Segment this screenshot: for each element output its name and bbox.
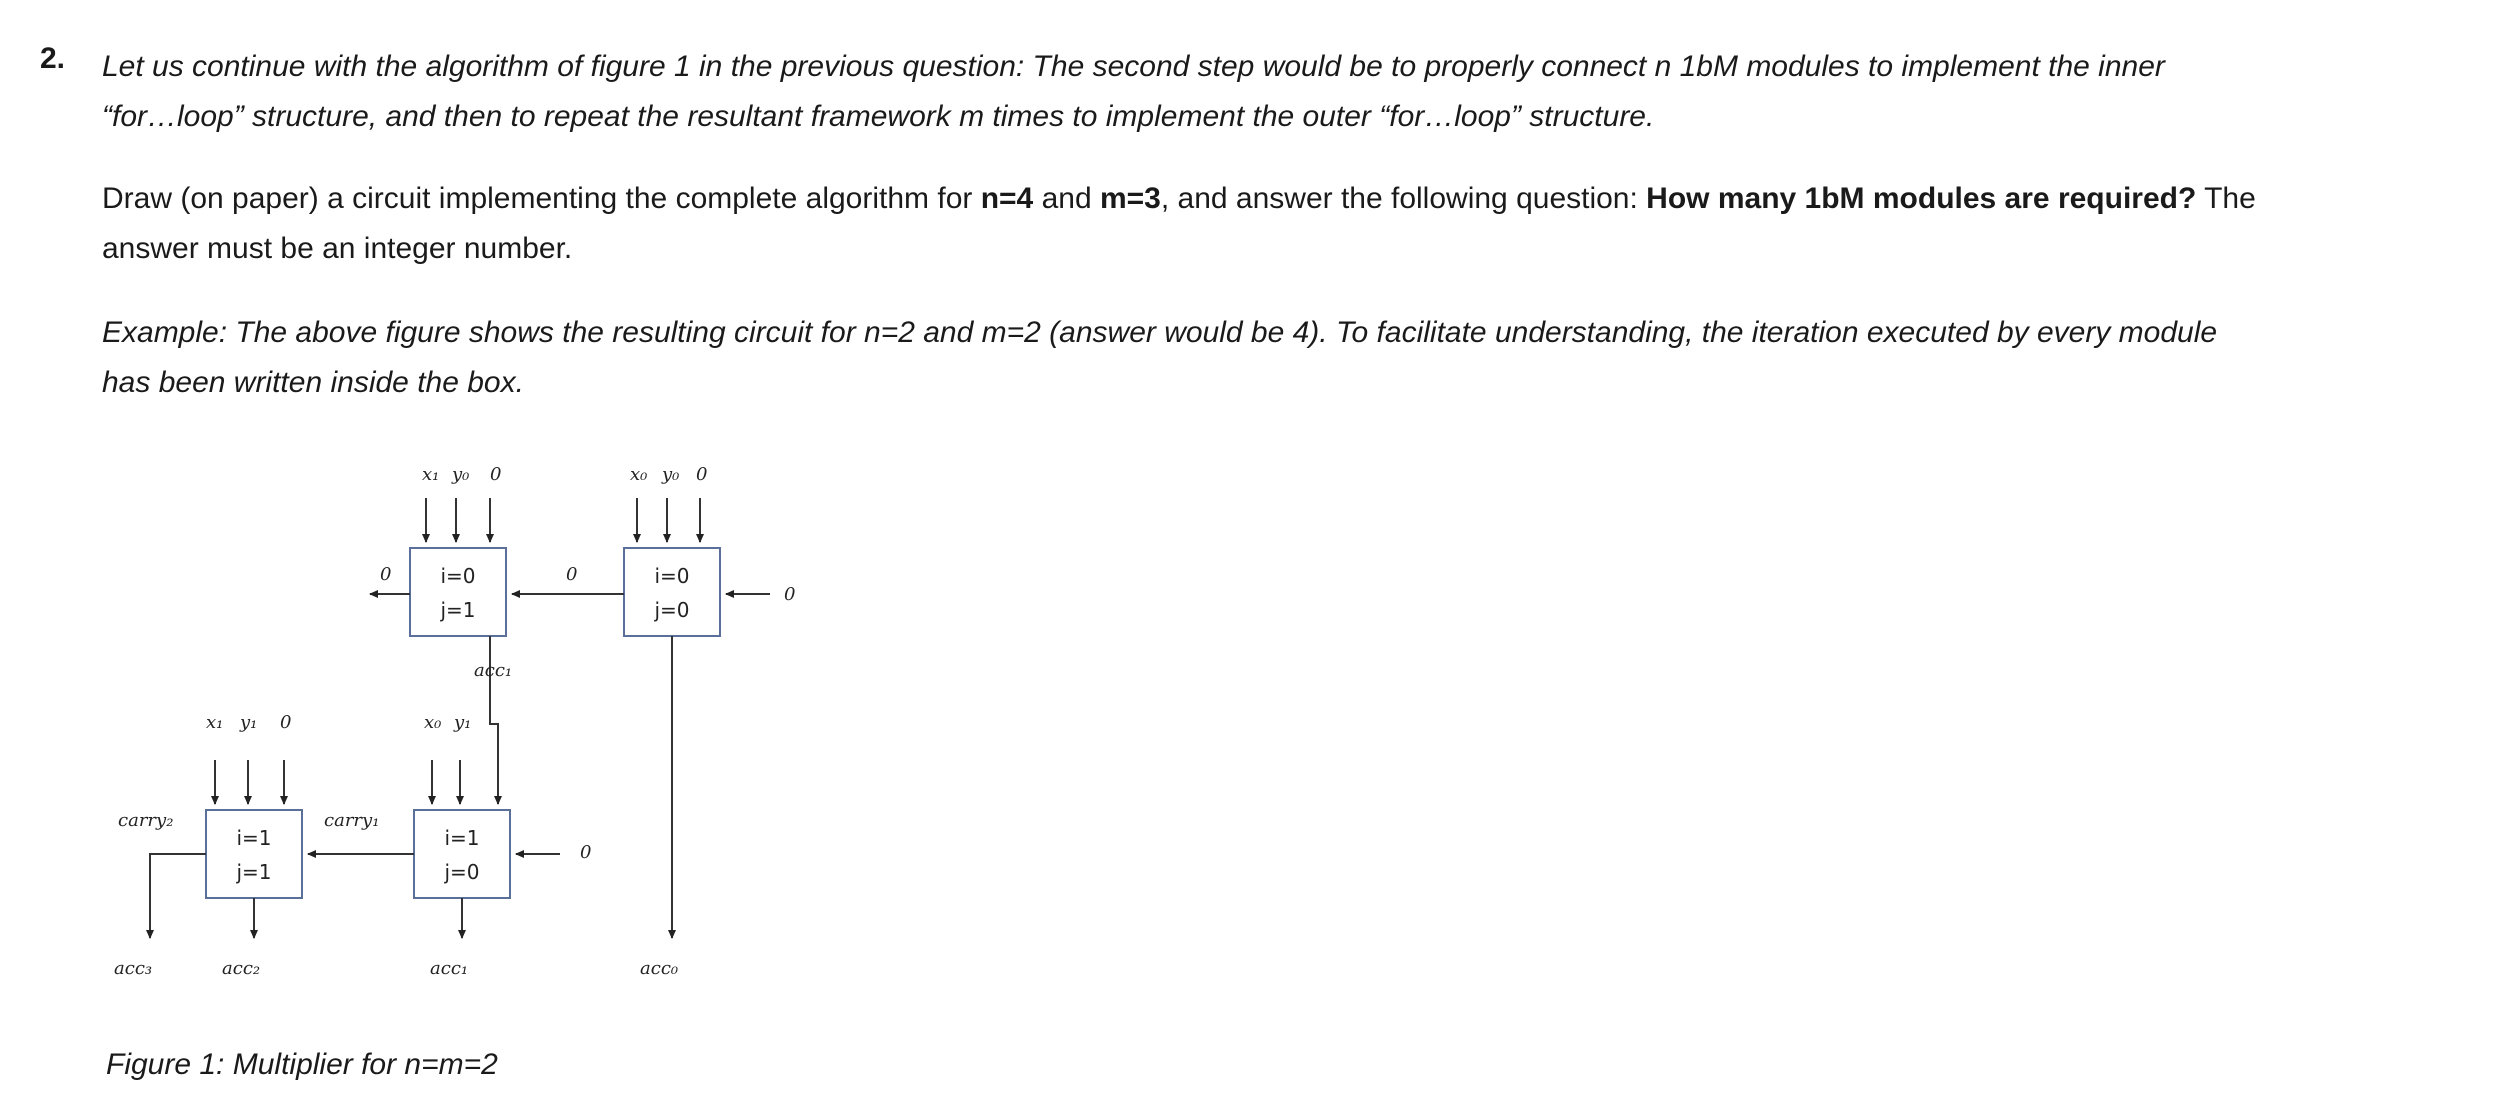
module-box-4 xyxy=(414,810,510,898)
zero-label: 0 xyxy=(784,584,796,605)
zero-label: 0 xyxy=(380,564,392,585)
acc-output-label: acc₀ xyxy=(640,958,679,979)
task-text-3: , and answer the following question: xyxy=(1160,182,1647,215)
input-label: x₀ xyxy=(630,464,648,485)
task-line-2: answer must be an integer number. xyxy=(102,232,573,265)
example-line-1: Example: The above figure shows the resulting circuit for n=2 and m=2 (answer would be 4). To facilitate understanding, the iteration executed by every module xyxy=(102,316,2218,349)
acc-output-label: acc₃ xyxy=(114,958,153,979)
module-box-3 xyxy=(206,810,302,898)
input-label: 0 xyxy=(280,712,292,733)
acc-output-label: acc₂ xyxy=(222,958,261,979)
task-text-1: Draw (on paper) a circuit implementing the complete algorithm for xyxy=(102,182,981,215)
module-2-i: i=0 xyxy=(654,564,690,588)
module-4-i: i=1 xyxy=(444,826,480,850)
input-label: x₁ xyxy=(422,464,440,485)
task-text-4: The xyxy=(2196,182,2256,215)
input-label: x₁ xyxy=(206,712,224,733)
acc-output-label: acc₁ xyxy=(430,958,469,979)
module-1-i: i=0 xyxy=(440,564,476,588)
example-line-2: has been written inside the box. xyxy=(102,366,524,399)
figure-caption: Figure 1: Multiplier for n=m=2 xyxy=(106,1048,498,1081)
question-number: 2. xyxy=(40,42,66,75)
input-label: y₁ xyxy=(240,712,258,733)
carry-label: carry₁ xyxy=(324,810,380,831)
module-2-j: j=0 xyxy=(654,598,690,622)
module-4-j: j=0 xyxy=(444,860,480,884)
module-box-1 xyxy=(410,548,506,636)
task-m-value: m=3 xyxy=(1099,182,1161,215)
input-label: 0 xyxy=(490,464,502,485)
task-question: How many 1bM modules are required? xyxy=(1646,182,2197,215)
input-label: y₀ xyxy=(452,464,470,485)
acc-label: acc₁ xyxy=(474,660,513,681)
zero-label: 0 xyxy=(580,842,592,863)
zero-label: 0 xyxy=(566,564,578,585)
input-label: x₀ xyxy=(424,712,442,733)
intro-line-2: “for…loop” structure, and then to repeat the resultant framework m times to implement the outer “for…loop” structure. xyxy=(102,100,1655,133)
input-label: y₀ xyxy=(662,464,680,485)
module-3-i: i=1 xyxy=(236,826,272,850)
task-n-value: n=4 xyxy=(980,182,1034,215)
module-1-j: j=1 xyxy=(440,598,476,622)
task-text-2: and xyxy=(1033,182,1100,215)
carry-label: carry₂ xyxy=(118,810,174,831)
module-3-j: j=1 xyxy=(236,860,272,884)
intro-line-1: Let us continue with the algorithm of figure 1 in the previous question: The second step would be to properly connect n 1bM modules to implement the inner xyxy=(102,50,2165,83)
input-label: y₁ xyxy=(454,712,472,733)
module-box-2 xyxy=(624,548,720,636)
input-label: 0 xyxy=(696,464,708,485)
